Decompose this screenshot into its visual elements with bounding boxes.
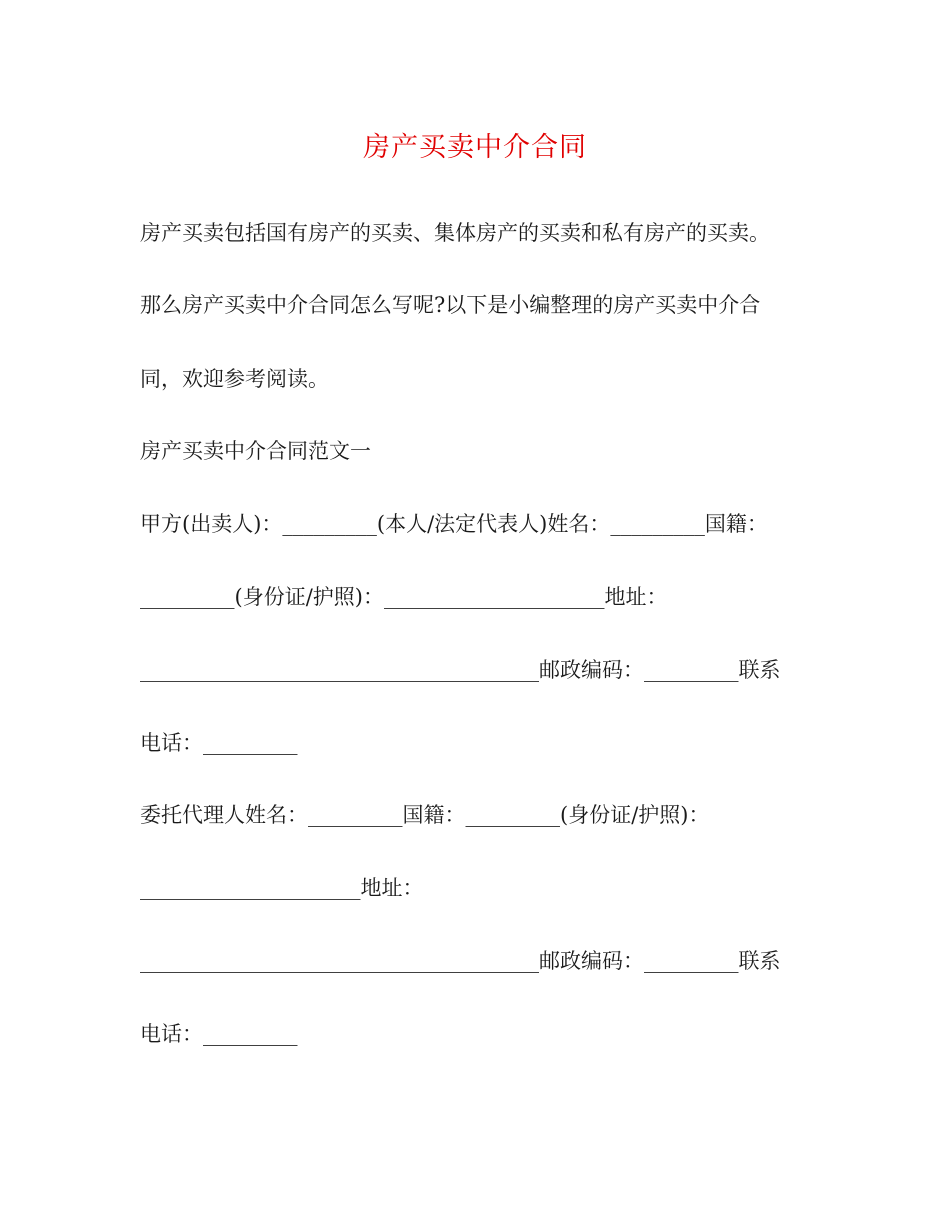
party-a-line-3: ______________________________________邮政编码：_________联系: [140, 658, 781, 682]
section-heading: 房产买卖中介合同范文一: [140, 439, 371, 463]
party-a-line-1: 甲方(出卖人)：_________(本人/法定代表人)姓名：_________国籍：: [140, 512, 768, 536]
agent-line-3: ______________________________________邮政编码：_________联系: [140, 949, 781, 973]
intro-line-1: 房产买卖包括国有房产的买卖、集体房产的买卖和私有房产的买卖。: [140, 221, 770, 245]
party-a-phone: 电话：_________: [140, 731, 298, 755]
party-a-line-2: _________(身份证/护照)：_____________________地址：: [140, 585, 668, 609]
agent-line-1: 委托代理人姓名：_________国籍：_________(身份证/护照)：: [140, 803, 710, 827]
intro-line-3: 同，欢迎参考阅读。: [140, 367, 329, 391]
intro-line-2: 那么房产买卖中介合同怎么写呢?以下是小编整理的房产买卖中介合: [140, 293, 761, 317]
agent-line-2: _____________________地址：: [140, 876, 424, 900]
agent-phone: 电话：_________: [140, 1022, 298, 1046]
document-title: 房产买卖中介合同: [363, 132, 587, 163]
